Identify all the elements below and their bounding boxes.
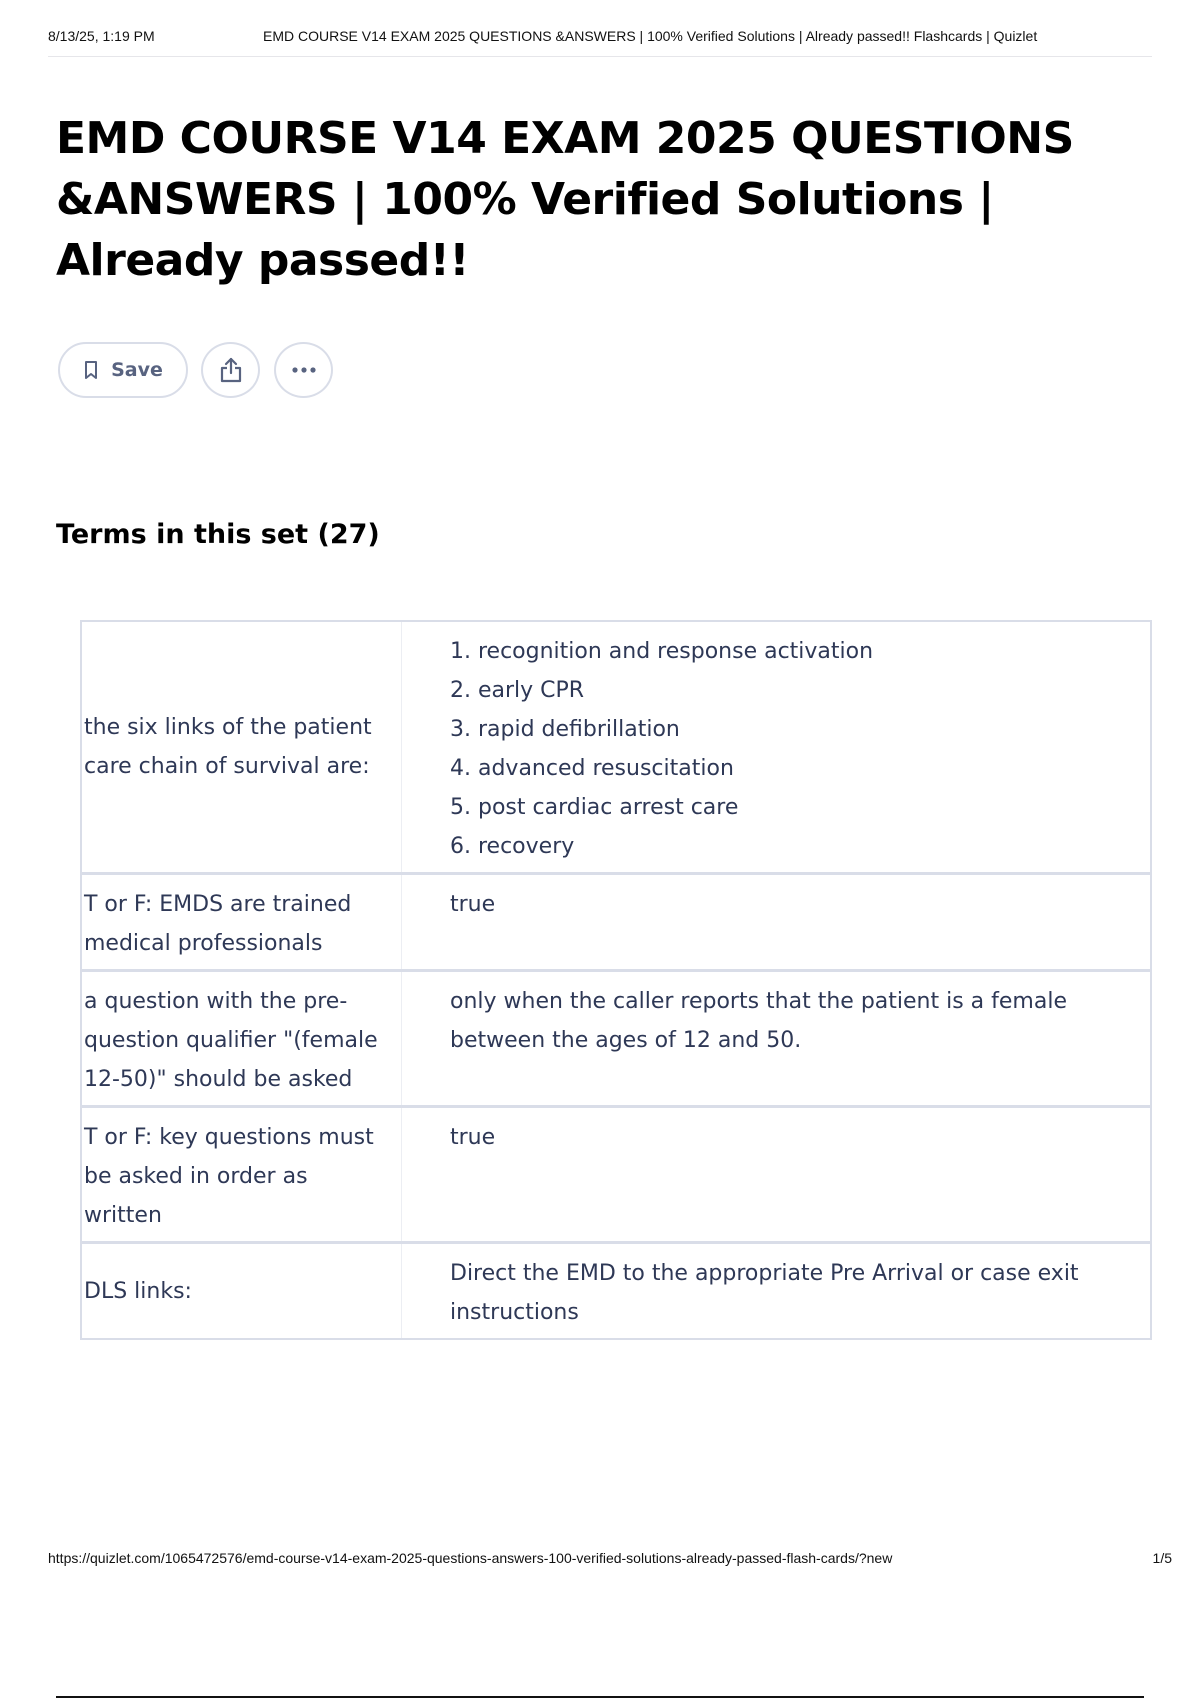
page-title: EMD COURSE V14 EXAM 2025 QUESTIONS &ANSWERS | 100% Verified Solutions | Already passed!!	[56, 113, 1074, 286]
term-word: T or F: EMDS are trained medical professionals	[82, 875, 402, 969]
print-header	[48, 28, 1152, 50]
term-definition: Direct the EMD to the appropriate Pre Arrival or case exit instructions	[450, 1261, 1079, 1325]
more-options-button[interactable]	[274, 342, 333, 398]
term-card	[80, 1106, 1152, 1243]
term-card	[80, 970, 1152, 1107]
term-card	[80, 620, 1152, 874]
term-definition: true	[450, 1125, 496, 1150]
term-word: a question with the pre-question qualifier "(female 12-50)" should be asked	[82, 972, 402, 1105]
terms-list	[80, 620, 1152, 1340]
page-number: 1/5	[1152, 1550, 1172, 1566]
term-card	[80, 873, 1152, 971]
print-document-title: EMD COURSE V14 EXAM 2025 QUESTIONS &ANSWERS | 100% Verified Solutions | Already passed!! Flashcards | Quizlet	[263, 28, 1038, 44]
page-url: https://quizlet.com/1065472576/emd-course-v14-exam-2025-questions-answers-100-verified-solutions-already-passed-flash-cards/?new	[48, 1550, 893, 1566]
term-definition: 1. recognition and response activation 2. early CPR 3. rapid defibrillation 4. advanced resuscitation 5. post cardiac arrest care 6. recovery	[450, 639, 874, 859]
term-word: the six links of the patient care chain of survival are:	[82, 622, 402, 872]
terms-heading: Terms in this set (27)	[56, 519, 380, 550]
term-card	[80, 1242, 1152, 1340]
share-icon	[218, 356, 244, 384]
more-options-icon	[290, 366, 318, 374]
term-word: T or F: key questions must be asked in order as written	[82, 1108, 402, 1241]
term-word: DLS links:	[82, 1244, 402, 1338]
term-definition: true	[450, 892, 496, 917]
term-definition: only when the caller reports that the patient is a female between the ages of 12 and 50.	[450, 989, 1067, 1053]
header-divider	[48, 56, 1152, 57]
save-button[interactable]	[58, 342, 188, 398]
print-date: 8/13/25, 1:19 PM	[48, 28, 155, 44]
bookmark-icon	[83, 360, 99, 380]
share-button[interactable]	[201, 342, 260, 398]
page-bottom-divider	[56, 1696, 1144, 1698]
save-button-label: Save	[111, 359, 163, 381]
